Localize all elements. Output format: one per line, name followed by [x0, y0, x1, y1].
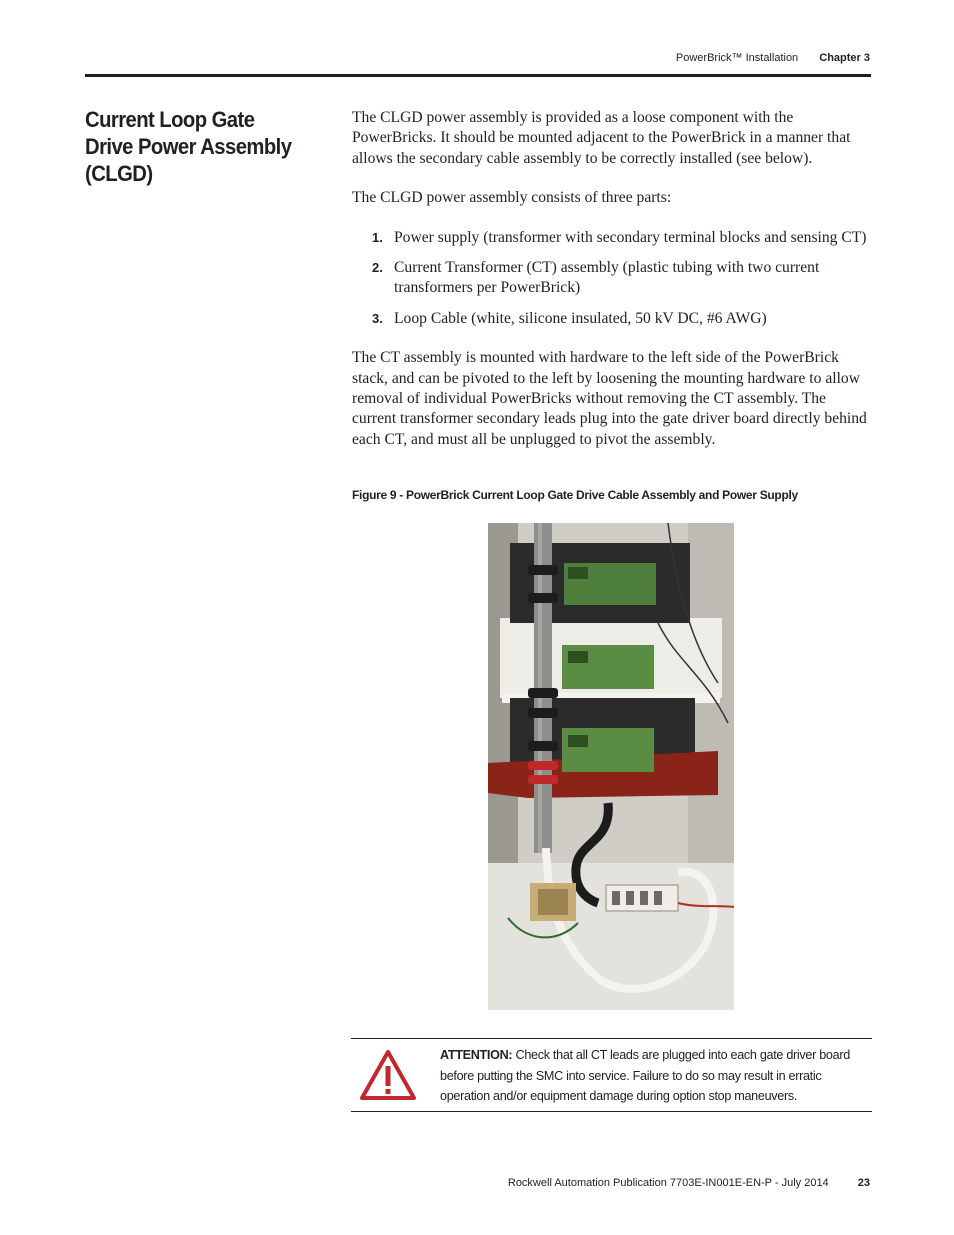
page-footer	[508, 1177, 870, 1189]
paragraph-parts-intro: The CLGD power assembly consists of three parts:	[352, 189, 672, 207]
assembly-photo-illustration	[488, 523, 734, 1010]
list-number: 1.	[372, 229, 383, 245]
header-section: PowerBrick™ Installation	[675, 52, 799, 64]
list-item	[352, 258, 872, 299]
header-rule	[85, 74, 871, 77]
list-item	[352, 309, 872, 329]
page-number: 23	[857, 1177, 870, 1189]
list-text: Current Transformer (CT) assembly (plastic tubing with two current transformers per PowerBrick)	[394, 259, 820, 297]
list-text: Power supply (transformer with secondary terminal blocks and sensing CT)	[394, 228, 867, 246]
body-text	[352, 108, 872, 469]
list-text: Loop Cable (white, silicone insulated, 50 kV DC, #6 AWG)	[394, 309, 767, 327]
attention-text	[440, 1045, 860, 1107]
attention-message: Check that all CT leads are plugged into each gate driver board before putting the SMC into service. Failure to do so may result in erratic operation and/or equipment damage during option stop maneuvers.	[440, 1048, 850, 1103]
footer-publication: Rockwell Automation Publication 7703E-IN001E-EN-P - July 2014	[507, 1177, 829, 1189]
parts-list	[352, 228, 872, 330]
section-title: Current Loop Gate Drive Power Assembly (CLGD)	[85, 107, 292, 186]
header-chapter: Chapter 3	[819, 52, 870, 64]
list-number: 3.	[372, 310, 383, 326]
warning-triangle-icon	[359, 1049, 417, 1101]
running-header	[676, 52, 870, 64]
list-number: 2.	[372, 260, 383, 276]
paragraph-ct-assembly: The CT assembly is mounted with hardware to the left side of the PowerBrick stack, and can be pivoted to the left by loosening the mounting hardware to allow removal of individual PowerBricks without removing the CT assembly. The current transformer secondary leads plug into the gate driver board directly behind each CT, and must all be unplugged to pivot the assembly.	[352, 349, 867, 448]
list-item	[352, 228, 872, 248]
attention-label: ATTENTION:	[440, 1048, 513, 1062]
paragraph-intro: The CLGD power assembly is provided as a loose component with the PowerBricks. It should be mounted adjacent to the PowerBrick in a manner that allows the secondary cable assembly to be correctly installed (see below).	[352, 109, 851, 167]
figure-caption: Figure 9 - PowerBrick Current Loop Gate Drive Cable Assembly and Power Supply	[352, 488, 798, 502]
attention-box	[351, 1038, 872, 1112]
figure-photo	[488, 523, 734, 1010]
